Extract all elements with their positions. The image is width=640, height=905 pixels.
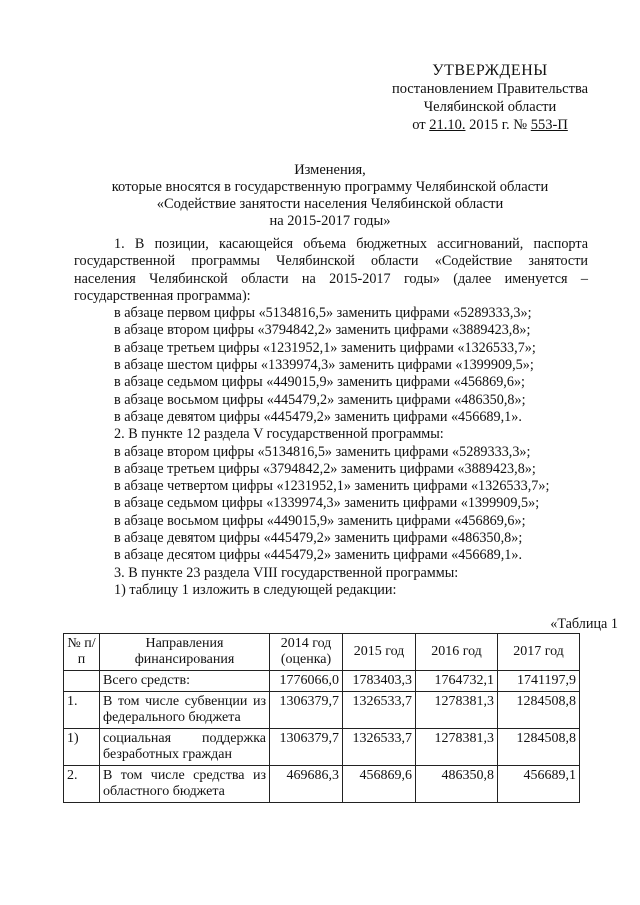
title-line-2: которые вносятся в государственную программу Челябинской области [111, 179, 549, 195]
table-row [64, 671, 580, 692]
header-2017: 2017 год [498, 634, 580, 671]
approval-date-year: 2015 г. № [469, 117, 528, 133]
p2-item: в абзаце десятом цифры «445479,2» заменить цифрами «456689,1». [114, 547, 523, 564]
approval-date: 21.10. [429, 117, 466, 133]
cell-2017: 1284508,8 [498, 729, 580, 766]
financing-table [63, 633, 580, 803]
table-row [64, 729, 580, 766]
p2-item: в абзаце третьем цифры «3794842,2» заменить цифрами «3889423,8»; [114, 460, 536, 477]
p1-item: в абзаце восьмом цифры «445479,2» заменить цифрами «486350,8»; [114, 391, 526, 408]
approval-line-2: Челябинской области [423, 99, 557, 115]
p2-item: в абзаце втором цифры «5134816,5» заменить цифрами «5289333,3»; [114, 443, 531, 460]
cell-2014: 1306379,7 [270, 729, 343, 766]
approval-date-line [370, 116, 610, 134]
approval-date-prefix: от [412, 117, 426, 133]
cell-2017: 1741197,9 [498, 671, 580, 692]
p1-item: в абзаце седьмом цифры «449015,9» заменить цифрами «456869,6»; [114, 374, 525, 391]
row-num: 2. [64, 766, 100, 803]
header-direction: Направления финансирования [100, 634, 270, 671]
approval-block [370, 62, 610, 134]
header-num: № п/п [64, 634, 100, 671]
title-line-1: Изменения, [294, 162, 366, 178]
document-body [74, 236, 588, 599]
p2-item: в абзаце восьмом цифры «449015,9» заменить цифрами «456869,6»; [114, 512, 526, 529]
p1-item: в абзаце третьем цифры «1231952,1» заменить цифрами «1326533,7»; [114, 339, 536, 356]
approval-number: 553-П [530, 117, 568, 133]
header-2015: 2015 год [343, 634, 416, 671]
paragraph-3: 3. В пункте 23 раздела VIII государственной программы: [114, 564, 459, 581]
p2-item: в абзаце четвертом цифры «1231952,1» заменить цифрами «1326533,7»; [114, 478, 550, 495]
paragraph-2: 2. В пункте 12 раздела V государственной программы: [114, 426, 444, 443]
row-name: социальная поддержка безработных граждан [100, 729, 270, 766]
header-2016: 2016 год [416, 634, 498, 671]
p2-item: в абзаце седьмом цифры «1339974,3» заменить цифрами «1399909,5»; [114, 495, 540, 512]
cell-2016: 1278381,3 [416, 729, 498, 766]
row-num: 1) [64, 729, 100, 766]
table-header-row [64, 634, 580, 671]
cell-2015: 1783403,3 [343, 671, 416, 692]
cell-2017: 456689,1 [498, 766, 580, 803]
p2-item: в абзаце девятом цифры «445479,2» заменить цифрами «486350,8»; [114, 530, 523, 547]
cell-2015: 1326533,7 [343, 729, 416, 766]
paragraph-1: 1. В позиции, касающейся объема бюджетных ассигнований, паспорта государственной программы Челябинской области «Содействие занятости населения Челябинской области на 2015-2017 годы» (далее именуется – государственная программа): [74, 236, 588, 304]
row-num: 1. [64, 692, 100, 729]
row-name: Всего средств: [100, 671, 270, 692]
cell-2016: 1764732,1 [416, 671, 498, 692]
p1-item: в абзаце втором цифры «3794842,2» заменить цифрами «3889423,8»; [114, 322, 531, 339]
table-row [64, 692, 580, 729]
p1-item: в абзаце шестом цифры «1339974,3» заменить цифрами «1399909,5»; [114, 357, 534, 374]
p1-item: в абзаце первом цифры «5134816,5» заменить цифрами «5289333,3»; [114, 305, 532, 322]
cell-2017: 1284508,8 [498, 692, 580, 729]
approval-line-1: постановлением Правительства [391, 81, 589, 97]
row-name: В том числе средства из областного бюджета [100, 766, 270, 803]
cell-2015: 456869,6 [343, 766, 416, 803]
cell-2014: 469686,3 [270, 766, 343, 803]
cell-2014: 1306379,7 [270, 692, 343, 729]
paragraph-3-sub: 1) таблицу 1 изложить в следующей редакции: [114, 581, 397, 598]
table-row [64, 766, 580, 803]
cell-2016: 486350,8 [416, 766, 498, 803]
cell-2016: 1278381,3 [416, 692, 498, 729]
approval-heading: УТВЕРЖДЕНЫ [432, 62, 548, 79]
table-caption: «Таблица 1 [550, 616, 618, 632]
row-name: В том числе субвенции из федерального бюджета [100, 692, 270, 729]
cell-2015: 1326533,7 [343, 692, 416, 729]
title-line-4: на 2015-2017 годы» [269, 213, 391, 229]
title-line-3: «Содействие занятости населения Челябинской области [156, 196, 504, 212]
header-2014: 2014 год (оценка) [270, 634, 343, 671]
row-num [64, 671, 100, 692]
document-title [70, 162, 590, 230]
cell-2014: 1776066,0 [270, 671, 343, 692]
p1-item: в абзаце девятом цифры «445479,2» заменить цифрами «456689,1». [114, 408, 522, 425]
